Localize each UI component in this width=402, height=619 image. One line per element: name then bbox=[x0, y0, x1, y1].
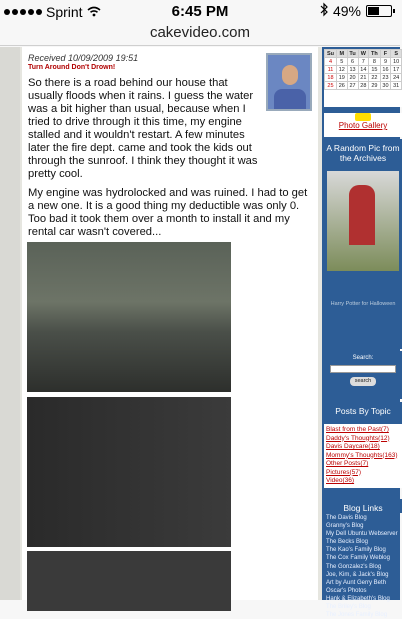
calendar-day[interactable]: 13 bbox=[347, 66, 358, 74]
search-label: Search: bbox=[352, 355, 374, 361]
calendar-day[interactable]: 12 bbox=[336, 66, 347, 74]
photo-gallery-link[interactable] bbox=[324, 113, 402, 137]
search-section bbox=[324, 351, 402, 399]
photo-gallery-icon bbox=[355, 113, 371, 121]
left-margin bbox=[0, 47, 20, 600]
post-content bbox=[22, 47, 318, 600]
blog-link[interactable]: The Davis Blog bbox=[326, 515, 367, 521]
calendar-day-header: Tu bbox=[347, 50, 358, 58]
calendar-day[interactable]: 24 bbox=[391, 74, 402, 82]
post-title[interactable]: Turn Around Don't Drown! bbox=[28, 64, 116, 71]
status-right bbox=[320, 3, 392, 19]
blog-link[interactable]: The Kao's Family Blog bbox=[326, 547, 386, 554]
calendar-day[interactable]: 22 bbox=[369, 74, 381, 82]
blog-link[interactable]: Art by Aunt Gerry Beth bbox=[326, 579, 387, 586]
calendar-day[interactable]: 25 bbox=[325, 82, 337, 90]
calendar-day[interactable]: 5 bbox=[336, 58, 347, 66]
blog-link[interactable]: The Gonzalez's Blog bbox=[326, 563, 382, 570]
calendar-day[interactable]: 15 bbox=[369, 66, 381, 74]
blog-links-heading: Blog Links bbox=[324, 499, 402, 513]
blog-link[interactable]: The Briley's Blog bbox=[326, 604, 371, 611]
calendar-day[interactable]: 14 bbox=[358, 66, 369, 74]
post-photo-3[interactable] bbox=[27, 551, 231, 611]
sidebar bbox=[322, 47, 400, 619]
battery-percentage: 49% bbox=[332, 3, 361, 19]
calendar-day[interactable]: 18 bbox=[325, 74, 337, 82]
calendar-day[interactable]: 8 bbox=[369, 58, 381, 66]
calendar-day[interactable]: 27 bbox=[347, 82, 358, 90]
calendar-day[interactable]: 10 bbox=[391, 58, 402, 66]
calendar-day[interactable]: 26 bbox=[336, 82, 347, 90]
author-avatar bbox=[266, 53, 312, 111]
post-paragraph-2: My engine was hydrolocked and was ruined. I had to get a new one. It is a good thing my deductible was only 0. Too bad it took them over a month to install it and my rental car wasn't covered... bbox=[28, 187, 308, 238]
bluetooth-icon bbox=[320, 3, 328, 19]
calendar-day[interactable]: 23 bbox=[380, 74, 391, 82]
random-pic-section bbox=[324, 139, 402, 349]
calendar-day[interactable]: 17 bbox=[391, 66, 402, 74]
blog-link[interactable]: My Dell Ubuntu Webserver bbox=[326, 531, 398, 538]
search-button[interactable]: search bbox=[350, 377, 376, 386]
calendar-day-header: M bbox=[336, 50, 347, 58]
search-input[interactable] bbox=[330, 365, 396, 373]
blog-link[interactable]: The Becks Blog bbox=[326, 539, 369, 546]
calendar-day-header: S bbox=[391, 50, 402, 58]
blog-link[interactable]: Hank & Elizabeth's Blog bbox=[326, 595, 390, 602]
calendar-day[interactable]: 16 bbox=[380, 66, 391, 74]
random-pic-image[interactable] bbox=[327, 171, 399, 271]
topic-link[interactable]: Pictures(57) bbox=[326, 468, 362, 476]
topic-link[interactable]: Davis Daycare(18) bbox=[326, 443, 380, 450]
url-bar[interactable]: cakevideo.com bbox=[0, 24, 400, 46]
calendar-day[interactable]: 11 bbox=[325, 66, 337, 74]
blog-link[interactable]: Granny's Blog bbox=[326, 523, 364, 530]
calendar-week bbox=[325, 82, 402, 90]
calendar-week bbox=[325, 74, 402, 82]
topic-link[interactable]: Daddy's Thoughts(12) bbox=[326, 434, 390, 442]
topic-link[interactable]: Blast from the Past(7) bbox=[326, 426, 389, 433]
calendar-day-header: Su bbox=[325, 50, 337, 58]
calendar-day[interactable]: 29 bbox=[369, 82, 381, 90]
calendar-day[interactable]: 6 bbox=[347, 58, 358, 66]
topics-heading: Posts By Topic bbox=[324, 402, 402, 426]
photo-gallery-label: Photo Gallery bbox=[338, 121, 388, 130]
topic-link[interactable]: Video(36) bbox=[326, 477, 355, 484]
calendar-day[interactable]: 30 bbox=[380, 82, 391, 90]
topic-link[interactable]: Mommy's Thoughts(163) bbox=[326, 451, 398, 459]
calendar-week bbox=[325, 58, 402, 66]
calendar-week bbox=[325, 66, 402, 74]
calendar-day[interactable]: 28 bbox=[358, 82, 369, 90]
calendar-day[interactable]: 7 bbox=[358, 58, 369, 66]
random-pic-caption: Harry Potter for Halloween bbox=[330, 301, 396, 307]
topic-link[interactable]: Other Posts(7) bbox=[326, 460, 369, 467]
flooded-car-photo[interactable] bbox=[27, 242, 231, 392]
blog-link[interactable]: The Jones Family Blog bbox=[326, 612, 388, 619]
calendar-day[interactable]: 19 bbox=[336, 74, 347, 82]
status-bar bbox=[0, 0, 400, 24]
random-pic-title: A Random Pic from the Archives bbox=[326, 143, 400, 163]
blog-link[interactable]: The Cox Family Weblog bbox=[326, 555, 390, 562]
calendar-day-header: Th bbox=[369, 50, 381, 58]
carrier-name: Sprint bbox=[46, 4, 83, 20]
calendar-day-header: W bbox=[358, 50, 369, 58]
blog-links-list bbox=[324, 514, 402, 619]
kids-in-firetruck-photo[interactable] bbox=[27, 397, 231, 547]
calendar-day-header: F bbox=[380, 50, 391, 58]
calendar bbox=[324, 49, 402, 107]
blog-link[interactable]: Joe, Kim, & Jack's Blog bbox=[326, 571, 389, 578]
web-page bbox=[0, 47, 400, 619]
blog-link[interactable]: Oscar's Photos bbox=[326, 587, 367, 594]
calendar-day[interactable]: 4 bbox=[325, 58, 337, 66]
post-received-date: Received 10/09/2009 19:51 bbox=[28, 53, 139, 63]
calendar-day[interactable]: 9 bbox=[380, 58, 391, 66]
battery-icon bbox=[366, 5, 392, 17]
calendar-day[interactable]: 31 bbox=[391, 82, 402, 90]
post-paragraph-1: So there is a road behind our house that usually floods when it rains. I guess the water was a bit higher than usual, because when I tried to drive through it this time, my engine stalled and it wouldn't restart. A few minutes later the fire dept. came and took the kids out through the sunroof. I think they thought it was pretty cool. bbox=[28, 77, 258, 180]
calendar-day[interactable]: 20 bbox=[347, 74, 358, 82]
topics-list bbox=[324, 424, 402, 488]
clock: 6:45 PM bbox=[171, 3, 229, 20]
calendar-day[interactable]: 21 bbox=[358, 74, 369, 82]
battery-fill bbox=[368, 7, 379, 15]
